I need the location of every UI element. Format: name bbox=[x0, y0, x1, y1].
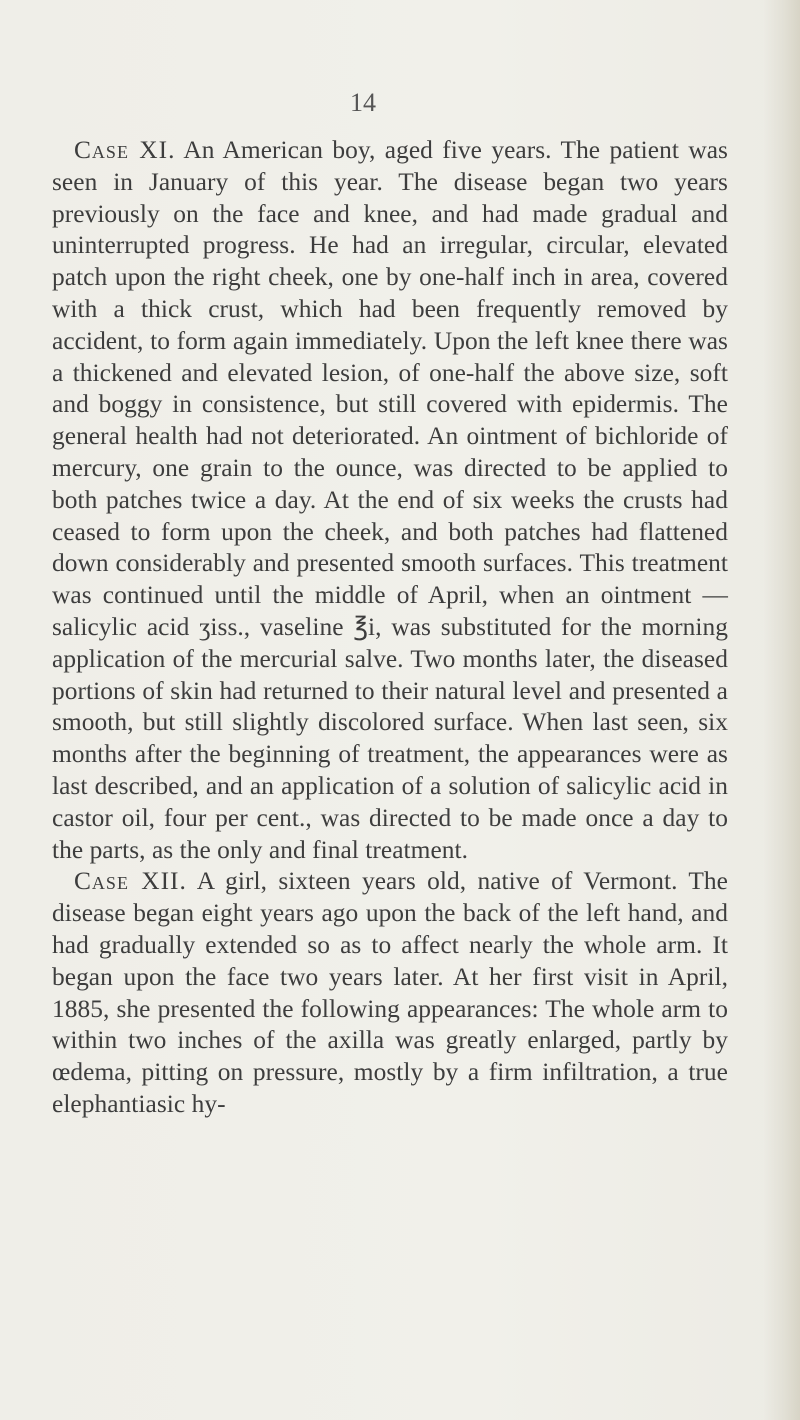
case-text: An American boy, aged five years. The patient was seen in January of this year. The disease began two years previously on the face and knee, and had made gradual and uninterrupted progress. He had an irregular, circular, elevated patch upon the right cheek, one by one-half inch in area, covered with a thick crust, which had been frequently removed by accident, to form again immediately. Upon the left knee there was a thickened and elevated lesion, of one-half the above size, soft and boggy in consistence, but still covered with epidermis. The general health had not deteriorated. An ointment of bichloride of mercury, one grain to the ounce, was directed to be applied to both patches twice a day. At the end of six weeks the crusts had ceased to form upon the cheek, and both patches had flattened down considerably and presented smooth surfaces. This treatment was continued until the middle of April, when an ointment — salicylic acid ʒiss., vaseline ℥i, was substituted for the morning application of the mercurial salve. Two months later, the diseased portions of skin had returned to their natural level and presented a smooth, but still slightly discolored surface. When last seen, six months after the beginning of treatment, the appearances were as last described, and an application of a solution of salicylic acid in castor oil, four per cent., was directed to be made once a day to the parts, as the only and final treatment. bbox=[52, 136, 728, 864]
case-xii-paragraph bbox=[52, 866, 728, 1120]
page-edge-shadow bbox=[764, 0, 800, 1420]
page-number: 14 bbox=[350, 88, 376, 117]
case-text: A girl, sixteen years old, native of Vermont. The disease began eight years ago upon the back of the left hand, and had gradually extended so as to affect nearly the whole arm. It began upon the face two years later. At her first visit in April, 1885, she presented the following appearances: The whole arm to within two inches of the axilla was greatly enlarged, partly by œdema, pitting on pressure, mostly by a firm infiltration, a true elephantiasic hy- bbox=[52, 867, 728, 1118]
case-heading: Case XII. bbox=[74, 867, 187, 896]
body-text bbox=[52, 135, 728, 1121]
case-xi-paragraph bbox=[52, 135, 728, 866]
case-heading: Case XI. bbox=[74, 136, 176, 164]
